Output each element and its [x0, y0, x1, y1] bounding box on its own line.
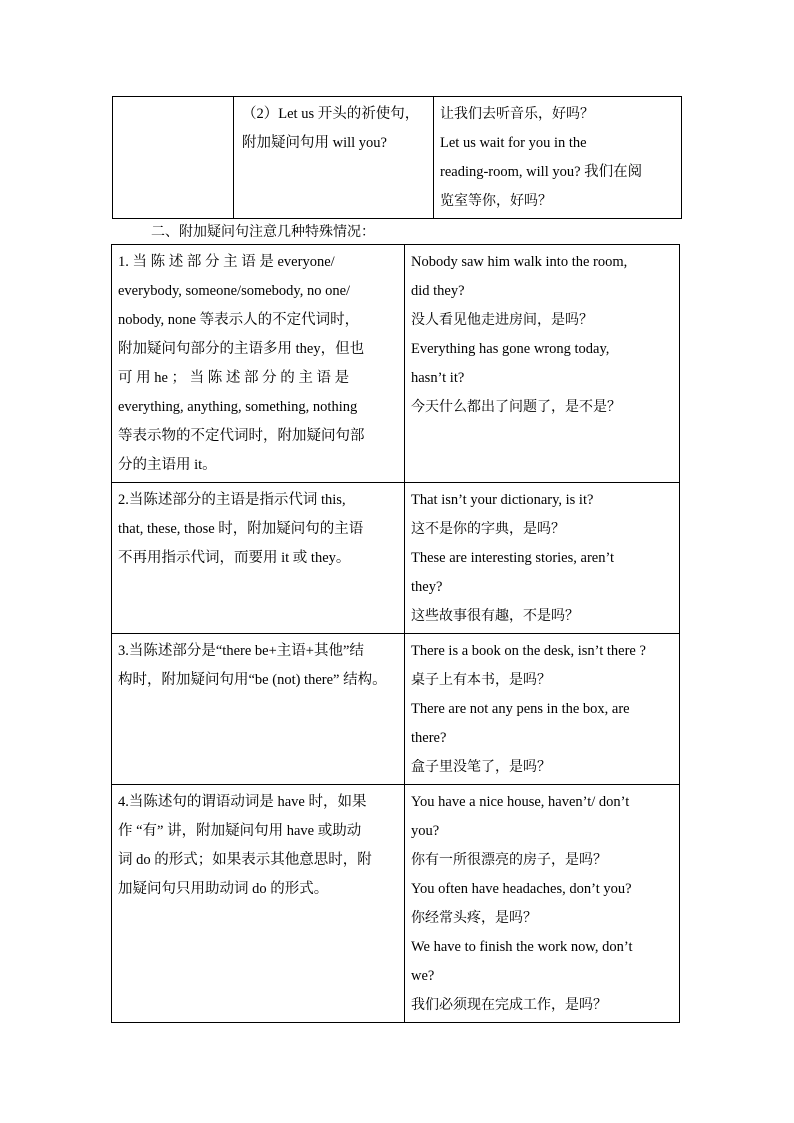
rule-line: 构时，附加疑问句用“be (not) there” 结构。	[118, 672, 387, 688]
rule-cell	[112, 245, 405, 483]
rule-line: 词 do 的形式；如果表示其他意思时，附	[118, 852, 372, 868]
example-line: 你有一所很漂亮的房子，是吗？	[411, 852, 607, 868]
example-cell	[405, 245, 680, 483]
example-line: These are interesting stories, aren’t	[411, 550, 615, 566]
table-row	[112, 634, 680, 785]
rule-line: everybody, someone/somebody, no one/	[118, 283, 351, 299]
example-line: Everything has gone wrong today,	[411, 341, 610, 357]
table-row	[112, 483, 680, 634]
example-line: hasn’t it?	[411, 370, 465, 386]
rule-line: 2.当陈述部分的主语是指示代词 this,	[118, 492, 346, 508]
example-line: That isn’t your dictionary, is it?	[411, 492, 594, 508]
section-heading: 二、附加疑问句注意几种特殊情况：	[151, 224, 375, 240]
rules-table	[111, 244, 680, 1023]
example-line: There are not any pens in the box, are	[411, 701, 630, 717]
example-line: 这些故事很有趣，不是吗？	[411, 608, 579, 624]
example-line: you?	[411, 823, 440, 839]
example-line: 让我们去听音乐，好吗？	[440, 106, 594, 122]
example-line: There is a book on the desk, isn’t there ?	[411, 643, 646, 659]
rule-line: 4.当陈述句的谓语动词是 have 时，如果	[118, 794, 367, 810]
example-cell	[405, 634, 680, 785]
example-cell	[405, 483, 680, 634]
example-line: we?	[411, 968, 435, 984]
table-row	[112, 785, 680, 1023]
rule-line: 加疑问句只用助动词 do 的形式。	[118, 881, 329, 897]
rule-line: 1. 当 陈 述 部 分 主 语 是 everyone/	[118, 254, 335, 270]
example-line: 你经常头疼，是吗？	[411, 910, 537, 926]
rule-line: 不再用指示代词，而要用 it 或 they。	[118, 550, 351, 566]
example-line: You have a nice house, haven’t/ don’t	[411, 794, 630, 810]
example-line: 桌子上有本书，是吗？	[411, 672, 551, 688]
example-line: 这不是你的字典，是吗？	[411, 521, 565, 537]
example-line: 盒子里没笔了，是吗？	[411, 759, 551, 775]
example-line: 我们必须现在完成工作，是吗？	[411, 997, 607, 1013]
example-cell	[405, 785, 680, 1023]
table-row	[112, 245, 680, 483]
example-line: We have to finish the work now, don’t	[411, 939, 633, 955]
rule-line: （2）Let us 开头的祈使句，	[242, 106, 420, 122]
rule-line: 3.当陈述部分是“there be+主语+其他”结	[118, 643, 364, 659]
example-line: 览室等你，好吗？	[440, 193, 552, 209]
empty-cell	[113, 97, 234, 219]
rule-cell	[112, 483, 405, 634]
example-line: You often have headaches, don’t you?	[411, 881, 632, 897]
rule-line: 附加疑问句用 will you?	[242, 135, 387, 151]
rule-line: nobody, none 等表示人的不定代词时，	[118, 312, 360, 328]
example-line: reading-room, will you? 我们在阅	[440, 164, 643, 180]
top-table	[112, 96, 682, 219]
rule-cell	[234, 97, 434, 219]
table-row	[113, 97, 682, 219]
rule-line: 等表示物的不定代词时，附加疑问句部	[118, 428, 365, 444]
example-cell	[434, 97, 682, 219]
example-line: there?	[411, 730, 447, 746]
example-line: did they?	[411, 283, 465, 299]
rule-line: that, these, those 时，附加疑问句的主语	[118, 521, 364, 537]
rule-line: 分的主语用 it。	[118, 457, 217, 473]
rule-line: 可 用 he ； 当 陈 述 部 分 的 主 语 是	[118, 370, 350, 386]
example-line: 今天什么都出了问题了，是不是？	[411, 399, 621, 415]
rule-line: everything, anything, something, nothing	[118, 399, 358, 415]
rule-cell	[112, 634, 405, 785]
rule-cell	[112, 785, 405, 1023]
rule-line: 作 “有” 讲，附加疑问句用 have 或助动	[118, 823, 362, 839]
example-line: Let us wait for you in the	[440, 135, 587, 151]
example-line: they?	[411, 579, 443, 595]
rule-line: 附加疑问句部分的主语多用 they，但也	[118, 341, 365, 357]
example-line: 没人看见他走进房间，是吗？	[411, 312, 593, 328]
example-line: Nobody saw him walk into the room,	[411, 254, 628, 270]
